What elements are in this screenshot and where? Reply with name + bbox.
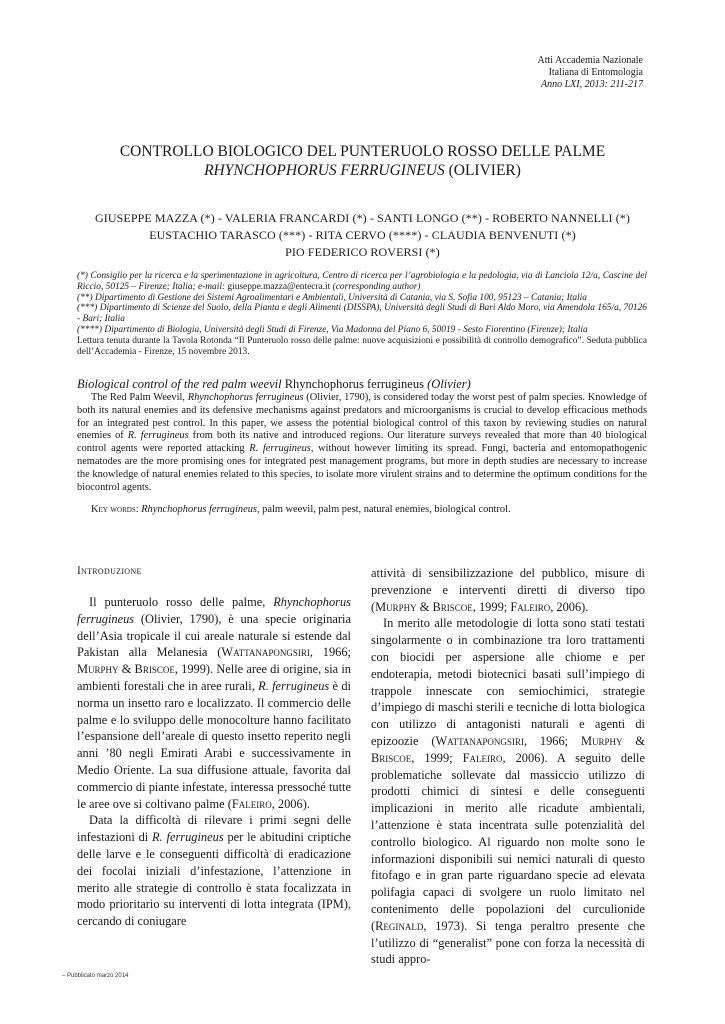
affiliation-1-text: (*) Consiglio per la ricerca e la sperimentazione in agricoltura, Centro di ricerca per l’agrobiologia e la pedologia, via di Lanciola 12/a, Cascine del Riccio, 50125 – Firenze; Italia; e-mail: — [77, 271, 647, 292]
text: , 1966; — [523, 733, 581, 748]
author-list — [40, 210, 685, 261]
title-species: RHYNCHOPHORUS FERRUGINEUS — [204, 162, 445, 179]
affiliation-1 — [77, 271, 647, 293]
journal-name-line2: Italiana di Entomologia — [548, 67, 643, 78]
species-name: R. ferrugineus — [152, 830, 224, 845]
text: , 2006). A seguito delle problematiche sollevate dal massiccio utilizzo di prodotti chimici di sintesi e delle conseguenti implicazioni in merito alle ricadute ambientali, l’attenzione è stata incentrata sulle potenzialità del controllo biologico. Al riguardo non molte sono le informazioni disponibili sui nemici naturali di questo fitofago e in gran parte riguardano specie ad elevata polifagia capaci di svolgere un ruolo limitato nel contenimento delle popolazioni del curculionide ( — [371, 750, 645, 933]
authors-line2: EUSTACHIO TARASCO (***) - RITA CERVO (****) - CLAUDIA BENVENUTI (*) — [149, 228, 576, 242]
text: per le abitudini criptiche delle larve e le conseguenti difficoltà di eradicazione dei focolai iniziali d’infestazione, l’attenzione in merito alle strategie di controllo è stata focalizzata in modo prioritario su interventi di lotta integrata (IPM), cercando di coniugare — [77, 830, 351, 929]
keywords — [77, 503, 647, 516]
affiliation-2: (**) Dipartimento di Gestione dei Sistemi Agroalimentari e Ambientali, Università di Catania, via S. Sofia 100, 95123 – Catania; Italia — [77, 292, 587, 303]
paragraph — [77, 812, 351, 930]
citation-author: Murphy & Briscoe — [77, 662, 175, 677]
text: (Olivier, 1790), è una specie originaria dell’Asia tropicale il cui areale naturale si estende dal Pakistan alla Melanesia ( — [77, 611, 351, 660]
title-author-citation: (OLIVIER) — [444, 162, 521, 179]
abstract-title-part2: (Olivier) — [423, 377, 471, 391]
citation-author: Wattanapongsiri — [221, 645, 310, 660]
keywords-label: Key words: — [91, 504, 139, 515]
abstract-title-species: Rhynchophorus ferrugineus — [284, 377, 424, 391]
affiliations — [77, 271, 647, 357]
text: , 1999). Nelle aree di origine, sia in ambienti forestali che in aree rurali, — [77, 662, 351, 693]
species-name: Rhynchophorus ferrugineus — [77, 595, 351, 626]
paragraph — [77, 594, 351, 812]
corresponding-email[interactable]: giuseppe.mazza@entecra.it — [225, 281, 333, 292]
text: attività di sensibilizzazione del pubblico, misure di prevenzione e interventi diretti di diverso tipo ( — [371, 566, 645, 614]
text: Il punteruolo rosso delle palme, — [89, 595, 274, 609]
abstract-species: R. ferrugineus — [249, 443, 311, 455]
abstract-title — [77, 377, 471, 392]
citation-author: Faleiro — [462, 750, 503, 765]
journal-name-line1: Atti Accademia Nazionale — [537, 55, 643, 66]
keywords-species: Rhynchophorus ferrugineus — [138, 504, 257, 515]
citation-author: Murphy & Briscoe — [375, 599, 473, 614]
text: , 1966; — [309, 645, 351, 660]
lecture-note: Lettura tenuta durante la Tavola Rotonda “Il Punteruolo rosso delle palme: nuove acquisizioni e possibilità di controllo demografico”. Seduta pubblica dell’Accademia - Firenze, 15 novembre 2013. — [77, 335, 647, 357]
publication-note: – Pubblicato marzo 2014 — [62, 973, 129, 979]
abstract-text: The Red Palm Weevil, — [91, 392, 188, 403]
text: , 2006). — [271, 796, 310, 811]
paragraph — [371, 565, 645, 615]
citation-author: Faleiro — [231, 796, 272, 811]
abstract-text: (Olivier, 1790), is considered today the worst pest of palm species. Knowledge of both its natural enemies and its defensive mechanisms against predators and microorganisms is crucial to develop efficacious methods for an integrated pest control. In this paper, we assess the potential biological control of this taxon by reviewing studies on natural enemies of — [77, 392, 647, 442]
citation-author: Wattanapongsiri — [435, 733, 524, 748]
text: , 1999; — [472, 599, 511, 614]
text: , 1973). Si tenga peraltro presente che l’utilizzo di “generalist” pone con forza la necessità di studi appro- — [371, 918, 645, 967]
left-column — [77, 594, 351, 930]
abstract-text: from both its native and introduced regions. Our literature surveys revealed that more than 40 biological control agents were reported attacking — [77, 430, 647, 455]
abstract-title-part1: Biological control of the red palm weevil — [77, 377, 285, 391]
corresponding-note: (corresponding author) — [332, 281, 421, 292]
keywords-list: , palm weevil, palm pest, natural enemies, biological control. — [256, 504, 511, 515]
paper-title — [0, 142, 725, 180]
text: è di norma un insetto raro e localizzato. Il commercio delle palme e lo sviluppo delle monocolture hanno facilitato l’espansione dell’areale di questo insetto reperito negli anni ’80 negli Emirati Arabi e successivamente in Medio Oriente. La sua diffusione attuale, favorita dal commercio di piante infestate, interessa pressoché tutte le aree ove si coltivano palme ( — [77, 678, 351, 811]
title-line2 — [0, 161, 725, 180]
authors-line3: PIO FEDERICO ROVERSI (*) — [285, 245, 440, 259]
abstract-body — [77, 392, 647, 494]
section-heading: Introduzione — [77, 565, 142, 577]
species-name: R. ferrugineus — [258, 678, 330, 693]
text: In merito alle metodologie di lotta sono stati testati singolarmente o in combinazione tra loro trattamenti con biocidi per aspersione alle chiome e per endoterapia, metodi biotecnici basati sull’impiego di trappole innescate con semiochimici, strategie d’impiego di maschi sterili e tecniche di lotta biologica con utilizzo di antagonisti naturali e agenti di epizoozie ( — [371, 616, 645, 748]
citation-author: Reginald — [375, 918, 424, 933]
right-column — [371, 565, 645, 968]
journal-header — [537, 55, 643, 91]
affiliation-3: (***) Dipartimento di Scienze del Suolo, della Pianta e degli Alimenti (DISSPA), Università degli Studi di Bari Aldo Moro, via Amendola 165/a, 70126 - Bari; Italia — [77, 303, 647, 325]
text: , 1999; — [411, 750, 463, 765]
journal-volume: Anno LXI, 2013: 211-217 — [540, 79, 643, 90]
citation-author: Faleiro — [510, 599, 551, 614]
paragraph — [371, 615, 645, 968]
citation-author: Murphy & Briscoe — [371, 733, 645, 765]
text: , 2006). — [550, 599, 589, 614]
text: Data la difficoltà di rilevare i primi segni delle infestazioni di — [77, 813, 351, 845]
abstract-text: , without however limiting its spread. Fungi, bacteria and entomopathogenic nematodes are the more promising ones for integrated pest management programs, but more in depth studies are necessary to increase the knowledge of natural enemies related to this species, to isolate more virulent strains and to determine the optimum conditions for the biocontrol agents. — [77, 443, 648, 493]
title-line1: CONTROLLO BIOLOGICO DEL PUNTERUOLO ROSSO DELLE PALME — [119, 143, 606, 160]
affiliation-4: (****) Dipartimento di Biologia, Università degli Studi di Firenze, Via Madonna del Piano 6, 50019 - Sesto Fiorentino (Firenze); Italia — [77, 324, 588, 335]
abstract-species: Rhynchophorus ferrugineus — [187, 392, 304, 403]
authors-line1: GIUSEPPE MAZZA (*) - VALERIA FRANCARDI (*) - SANTI LONGO (**) - ROBERTO NANNELLI (*) — [95, 211, 630, 225]
abstract-species: R. ferrugineus — [127, 430, 189, 442]
